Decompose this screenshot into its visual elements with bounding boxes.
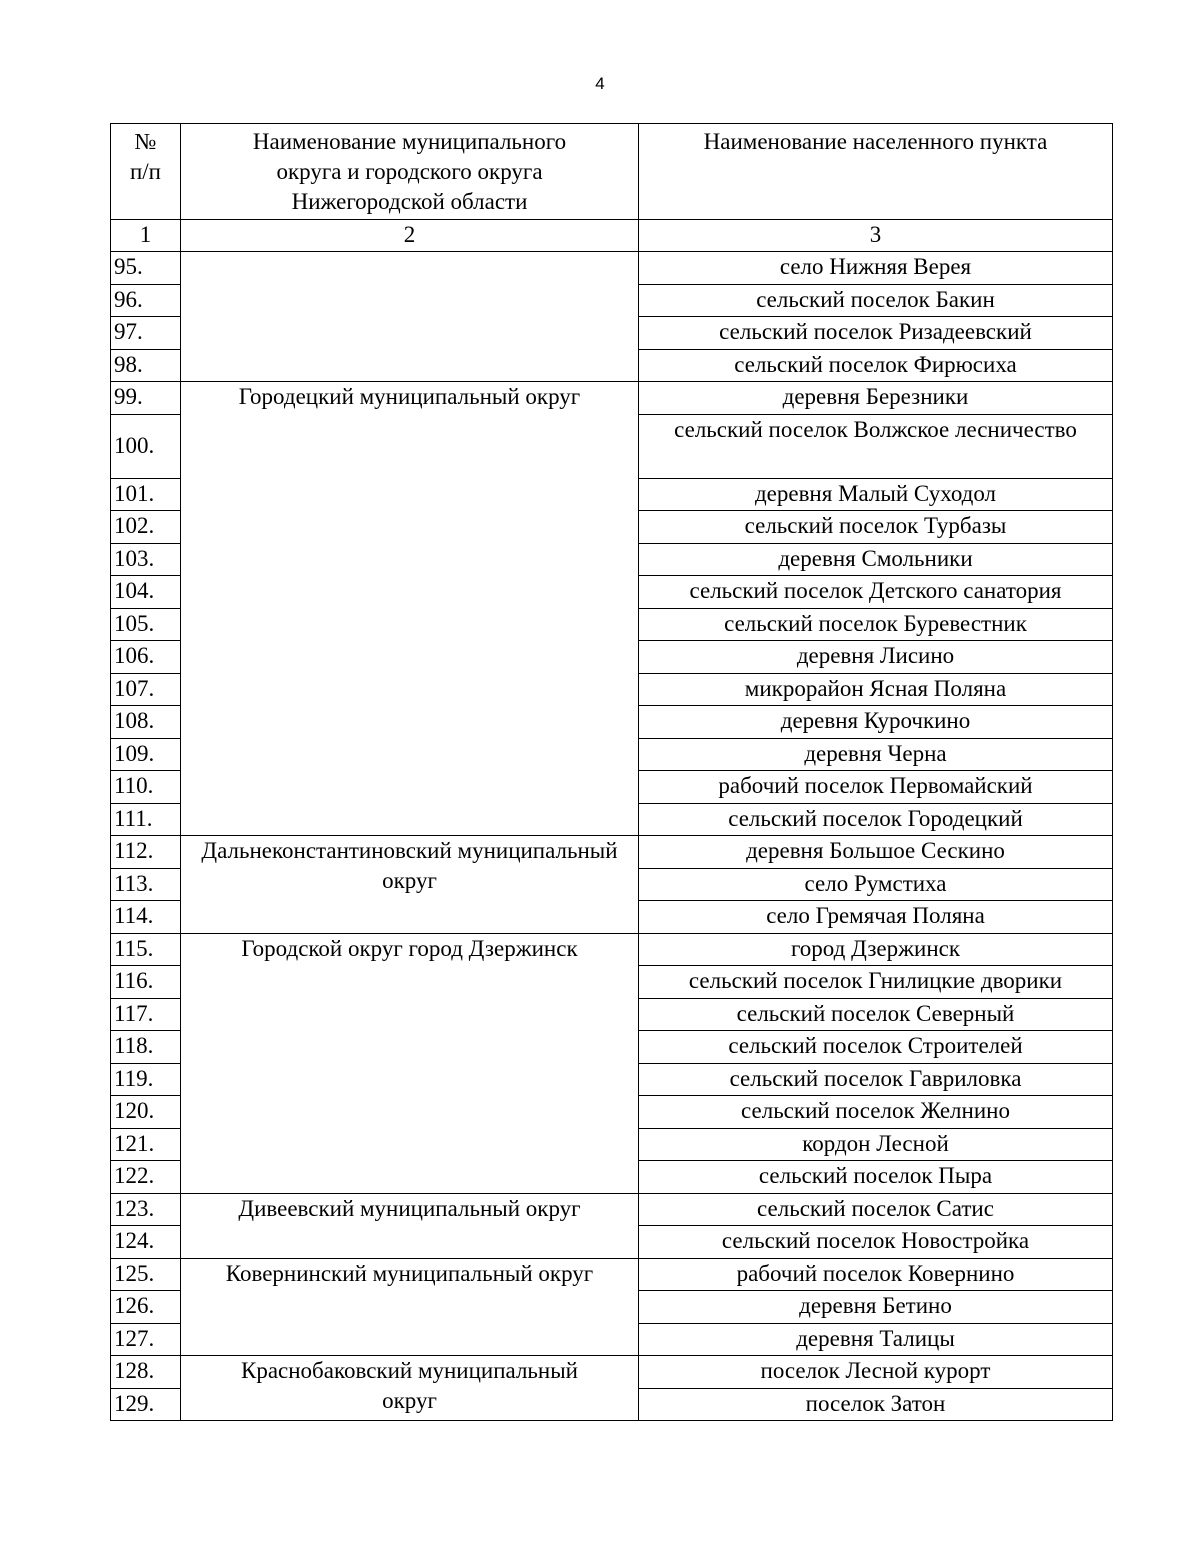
locality-cell: поселок Лесной курорт (639, 1356, 1113, 1389)
row-number: 100. (111, 414, 181, 478)
table-row (111, 1193, 1113, 1226)
locality-cell: сельский поселок Северный (639, 998, 1113, 1031)
row-number: 126. (111, 1291, 181, 1324)
header-col-locality: Наименование населенного пункта (639, 124, 1113, 220)
table-row (111, 1258, 1113, 1291)
row-number: 120. (111, 1096, 181, 1129)
locality-cell: сельский поселок Ризадеевский (639, 317, 1113, 350)
table-row (111, 836, 1113, 869)
row-number: 117. (111, 998, 181, 1031)
row-number: 113. (111, 868, 181, 901)
district-cell: Городской округ город Дзержинск (181, 933, 639, 1193)
header-col2-line2: округа и городского округа (276, 159, 543, 184)
locality-cell: рабочий поселок Ковернино (639, 1258, 1113, 1291)
row-number: 106. (111, 641, 181, 674)
row-number: 122. (111, 1161, 181, 1194)
header-col2-line1: Наименование муниципального (252, 129, 567, 154)
row-number: 108. (111, 706, 181, 739)
locality-cell: деревня Большое Сескино (639, 836, 1113, 869)
locality-cell: поселок Затон (639, 1388, 1113, 1421)
locality-cell: сельский поселок Волжское лесничество (639, 414, 1113, 478)
row-number: 123. (111, 1193, 181, 1226)
row-number: 111. (111, 803, 181, 836)
row-number: 109. (111, 738, 181, 771)
row-number: 103. (111, 543, 181, 576)
locality-cell: сельский поселок Новостройка (639, 1226, 1113, 1259)
locality-cell: деревня Лисино (639, 641, 1113, 674)
row-number: 99. (111, 382, 181, 415)
locality-cell: сельский поселок Фирюсиха (639, 349, 1113, 382)
row-number: 127. (111, 1323, 181, 1356)
column-number-1: 1 (111, 220, 181, 252)
district-cell: Городецкий муниципальный округ (181, 382, 639, 836)
district-cell: Краснобаковский муниципальный округ (181, 1356, 639, 1421)
table-row (111, 1356, 1113, 1389)
locality-cell: сельский поселок Детского санатория (639, 576, 1113, 609)
row-number: 97. (111, 317, 181, 350)
locality-cell: сельский поселок Буревестник (639, 608, 1113, 641)
district-cell: Дивеевский муниципальный округ (181, 1193, 639, 1258)
row-number: 112. (111, 836, 181, 869)
district-cell (181, 252, 639, 382)
table-row (111, 382, 1113, 415)
locality-cell: село Нижняя Верея (639, 252, 1113, 285)
row-number: 121. (111, 1128, 181, 1161)
locality-cell: деревня Курочкино (639, 706, 1113, 739)
locality-cell: деревня Черна (639, 738, 1113, 771)
header-col1-line1: № (134, 129, 157, 154)
locality-cell: кордон Лесной (639, 1128, 1113, 1161)
table-row (111, 933, 1113, 966)
locality-cell: деревня Бетино (639, 1291, 1113, 1324)
row-number: 104. (111, 576, 181, 609)
row-number: 128. (111, 1356, 181, 1389)
row-number: 110. (111, 771, 181, 804)
locality-cell: сельский поселок Турбазы (639, 511, 1113, 544)
settlements-table (110, 123, 1113, 1421)
row-number: 116. (111, 966, 181, 999)
row-number: 101. (111, 478, 181, 511)
district-cell: Ковернинский муниципальный округ (181, 1258, 639, 1356)
header-col2-line3: Нижегородской области (291, 189, 528, 214)
row-number: 124. (111, 1226, 181, 1259)
locality-cell: деревня Березники (639, 382, 1113, 415)
locality-cell: микрорайон Ясная Поляна (639, 673, 1113, 706)
row-number: 129. (111, 1388, 181, 1421)
column-numbers-row (111, 220, 1113, 252)
header-col1-line2: п/п (129, 159, 161, 184)
row-number: 107. (111, 673, 181, 706)
row-number: 105. (111, 608, 181, 641)
locality-cell: сельский поселок Городецкий (639, 803, 1113, 836)
locality-cell: деревня Малый Суходол (639, 478, 1113, 511)
locality-cell: село Румстиха (639, 868, 1113, 901)
row-number: 102. (111, 511, 181, 544)
locality-cell: сельский поселок Желнино (639, 1096, 1113, 1129)
row-number: 114. (111, 901, 181, 934)
locality-cell: сельский поселок Бакин (639, 284, 1113, 317)
locality-cell: сельский поселок Гнилицкие дворики (639, 966, 1113, 999)
row-number: 115. (111, 933, 181, 966)
row-number: 119. (111, 1063, 181, 1096)
row-number: 125. (111, 1258, 181, 1291)
locality-cell: сельский поселок Сатис (639, 1193, 1113, 1226)
locality-cell: деревня Талицы (639, 1323, 1113, 1356)
locality-cell: село Гремячая Поляна (639, 901, 1113, 934)
locality-cell: рабочий поселок Первомайский (639, 771, 1113, 804)
table-header-row (111, 124, 1113, 220)
locality-cell: город Дзержинск (639, 933, 1113, 966)
locality-cell: сельский поселок Пыра (639, 1161, 1113, 1194)
row-number: 95. (111, 252, 181, 285)
row-number: 98. (111, 349, 181, 382)
locality-cell: сельский поселок Строителей (639, 1031, 1113, 1064)
header-col-district (181, 124, 639, 220)
header-col-number (111, 124, 181, 220)
district-cell: Дальнеконстантиновский муниципальный округ (181, 836, 639, 934)
locality-cell: сельский поселок Гавриловка (639, 1063, 1113, 1096)
row-number: 118. (111, 1031, 181, 1064)
locality-cell: деревня Смольники (639, 543, 1113, 576)
row-number: 96. (111, 284, 181, 317)
column-number-2: 2 (181, 220, 639, 252)
column-number-3: 3 (639, 220, 1113, 252)
table-row (111, 252, 1113, 285)
page-number: 4 (595, 74, 605, 93)
